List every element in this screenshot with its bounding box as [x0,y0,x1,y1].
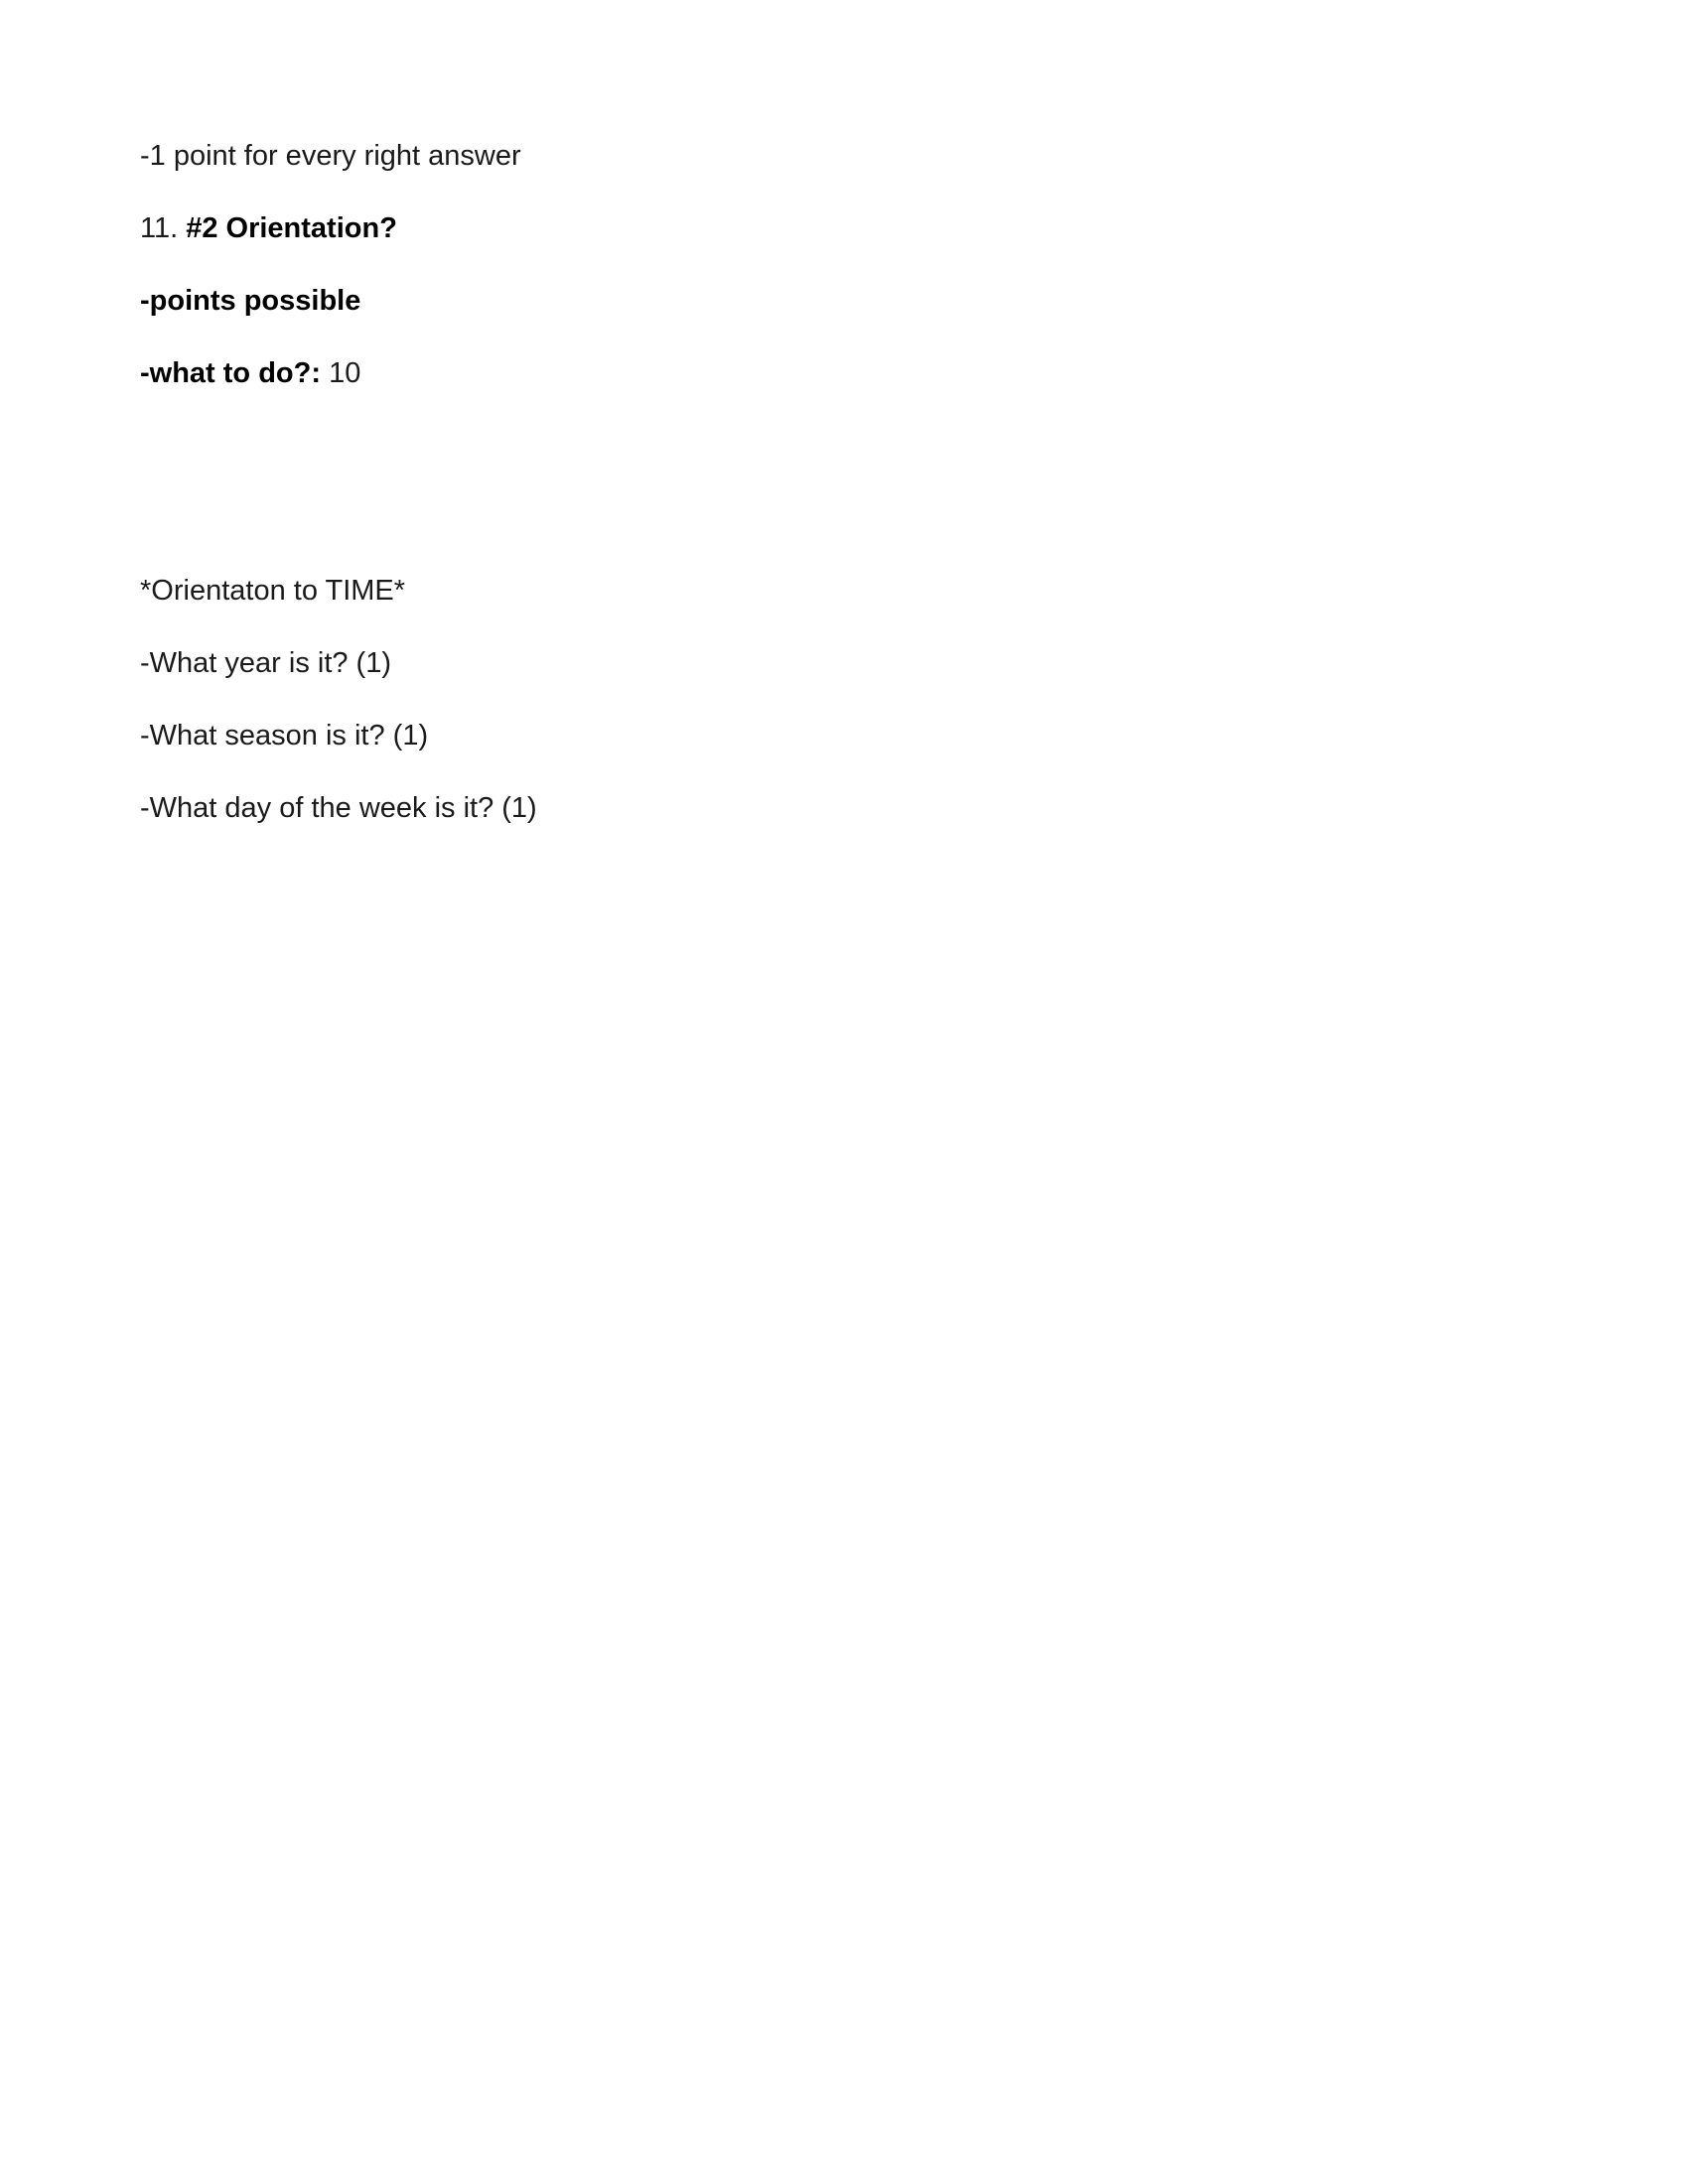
document-page [140,142,1569,867]
points-possible-label: -points possible [140,285,361,317]
paragraph-spacer [140,432,1569,577]
scoring-note-line [140,142,1569,171]
scoring-note-text: -1 point for every right answer [140,140,521,172]
question-year-line [140,649,1569,678]
what-to-do-label: -what to do?: [140,357,330,389]
question-season-line [140,722,1569,751]
question-year-text: -What year is it? (1) [140,647,391,679]
question-day-of-week-line [140,794,1569,823]
question-season-text: -What season is it? (1) [140,720,429,751]
orientation-to-time-heading [140,577,1569,606]
question-11-line [140,214,1569,243]
what-to-do-value: 10 [329,357,361,389]
points-possible-line [140,287,1569,316]
orientation-to-time-text: *Orientaton to TIME* [140,575,406,607]
what-to-do-line [140,359,1569,388]
question-day-of-week-text: -What day of the week is it? (1) [140,792,537,824]
question-title: #2 Orientation? [186,212,397,244]
question-number: 11. [140,212,187,244]
